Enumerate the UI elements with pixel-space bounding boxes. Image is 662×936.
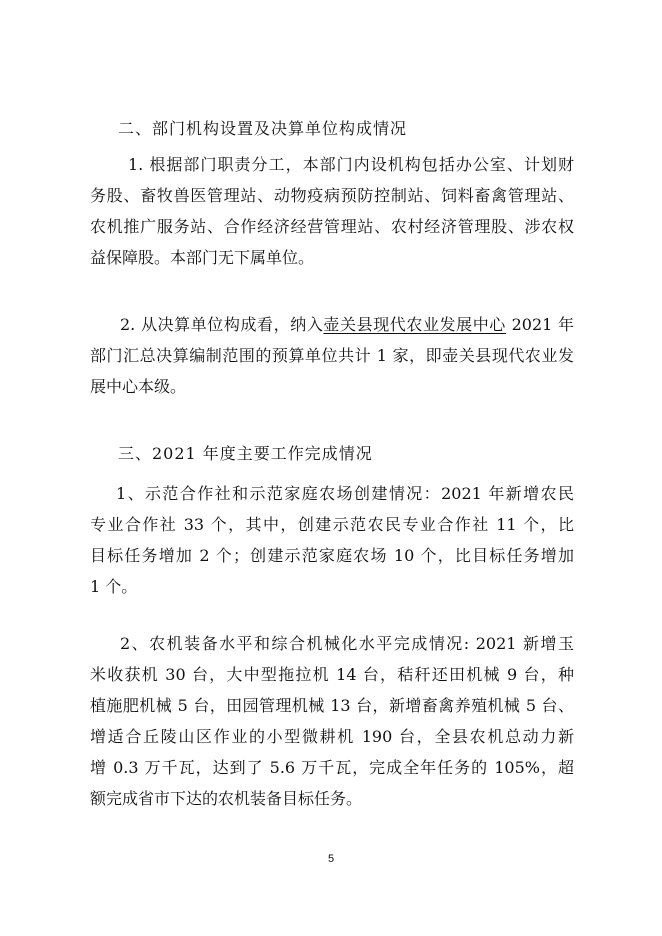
- text-line: 增 0.3 万千瓦，达到了 5.6 万千瓦，完成全年任务的 105%，超: [90, 758, 574, 777]
- text-line: 额完成省市下达的农机装备目标任务。: [90, 789, 363, 808]
- text-line: 1 个。: [90, 577, 138, 596]
- text-line: 1. 根据部门职责分工，本部门内设机构包括办公室、计划财: [128, 155, 574, 174]
- section-3-paragraph-2: [90, 628, 574, 814]
- section-2-heading: 二、部门机构设置及决算单位构成情况: [118, 119, 408, 138]
- unit-name-underlined: 壶关县现代农业发展中心: [323, 315, 506, 334]
- text-line: 增适合丘陵山区作业的小型微耕机 190 台，全县农机总动力新: [90, 727, 574, 746]
- text-line: 专业合作社 33 个，其中，创建示范农民专业合作社 11 个，比: [90, 515, 574, 534]
- text-line: 1、示范合作社和示范家庭农场创建情况：2021 年新增农民: [116, 484, 574, 503]
- section-3-paragraph-1: [90, 478, 574, 602]
- text-segment: 2. 从决算单位构成看，纳入: [120, 315, 324, 334]
- text-line: 展中心本级。: [90, 377, 187, 396]
- text-line: [90, 309, 574, 340]
- page-number: 5: [327, 853, 335, 865]
- text-line: 务股、畜牧兽医管理站、动物疫病预防控制站、饲料畜禽管理站、: [90, 186, 574, 205]
- text-segment: 2021 年: [505, 315, 574, 334]
- text-line: 植施肥机械 5 台，田园管理机械 13 台，新增畜禽养殖机械 5 台、: [90, 696, 574, 715]
- text-line: 益保障股。本部门无下属单位。: [90, 248, 315, 267]
- text-line: 部门汇总决算编制范围的预算单位共计 1 家，即壶关县现代农业发: [90, 346, 574, 365]
- section-2-paragraph-2: [90, 309, 574, 402]
- text-line: 目标任务增加 2 个；创建示范家庭农场 10 个，比目标任务增加: [90, 546, 574, 565]
- section-2-paragraph-1: [90, 149, 574, 273]
- text-line: 2、农机装备水平和综合机械化水平完成情况: 2021 新增玉: [120, 634, 574, 653]
- text-line: 农机推广服务站、合作经济经营管理站、农村经济管理股、涉农权: [90, 217, 574, 236]
- text-line: 米收获机 30 台，大中型拖拉机 14 台，秸秆还田机械 9 台，种: [90, 665, 574, 684]
- section-3-heading: 三、2021 年度主要工作完成情况: [118, 444, 373, 463]
